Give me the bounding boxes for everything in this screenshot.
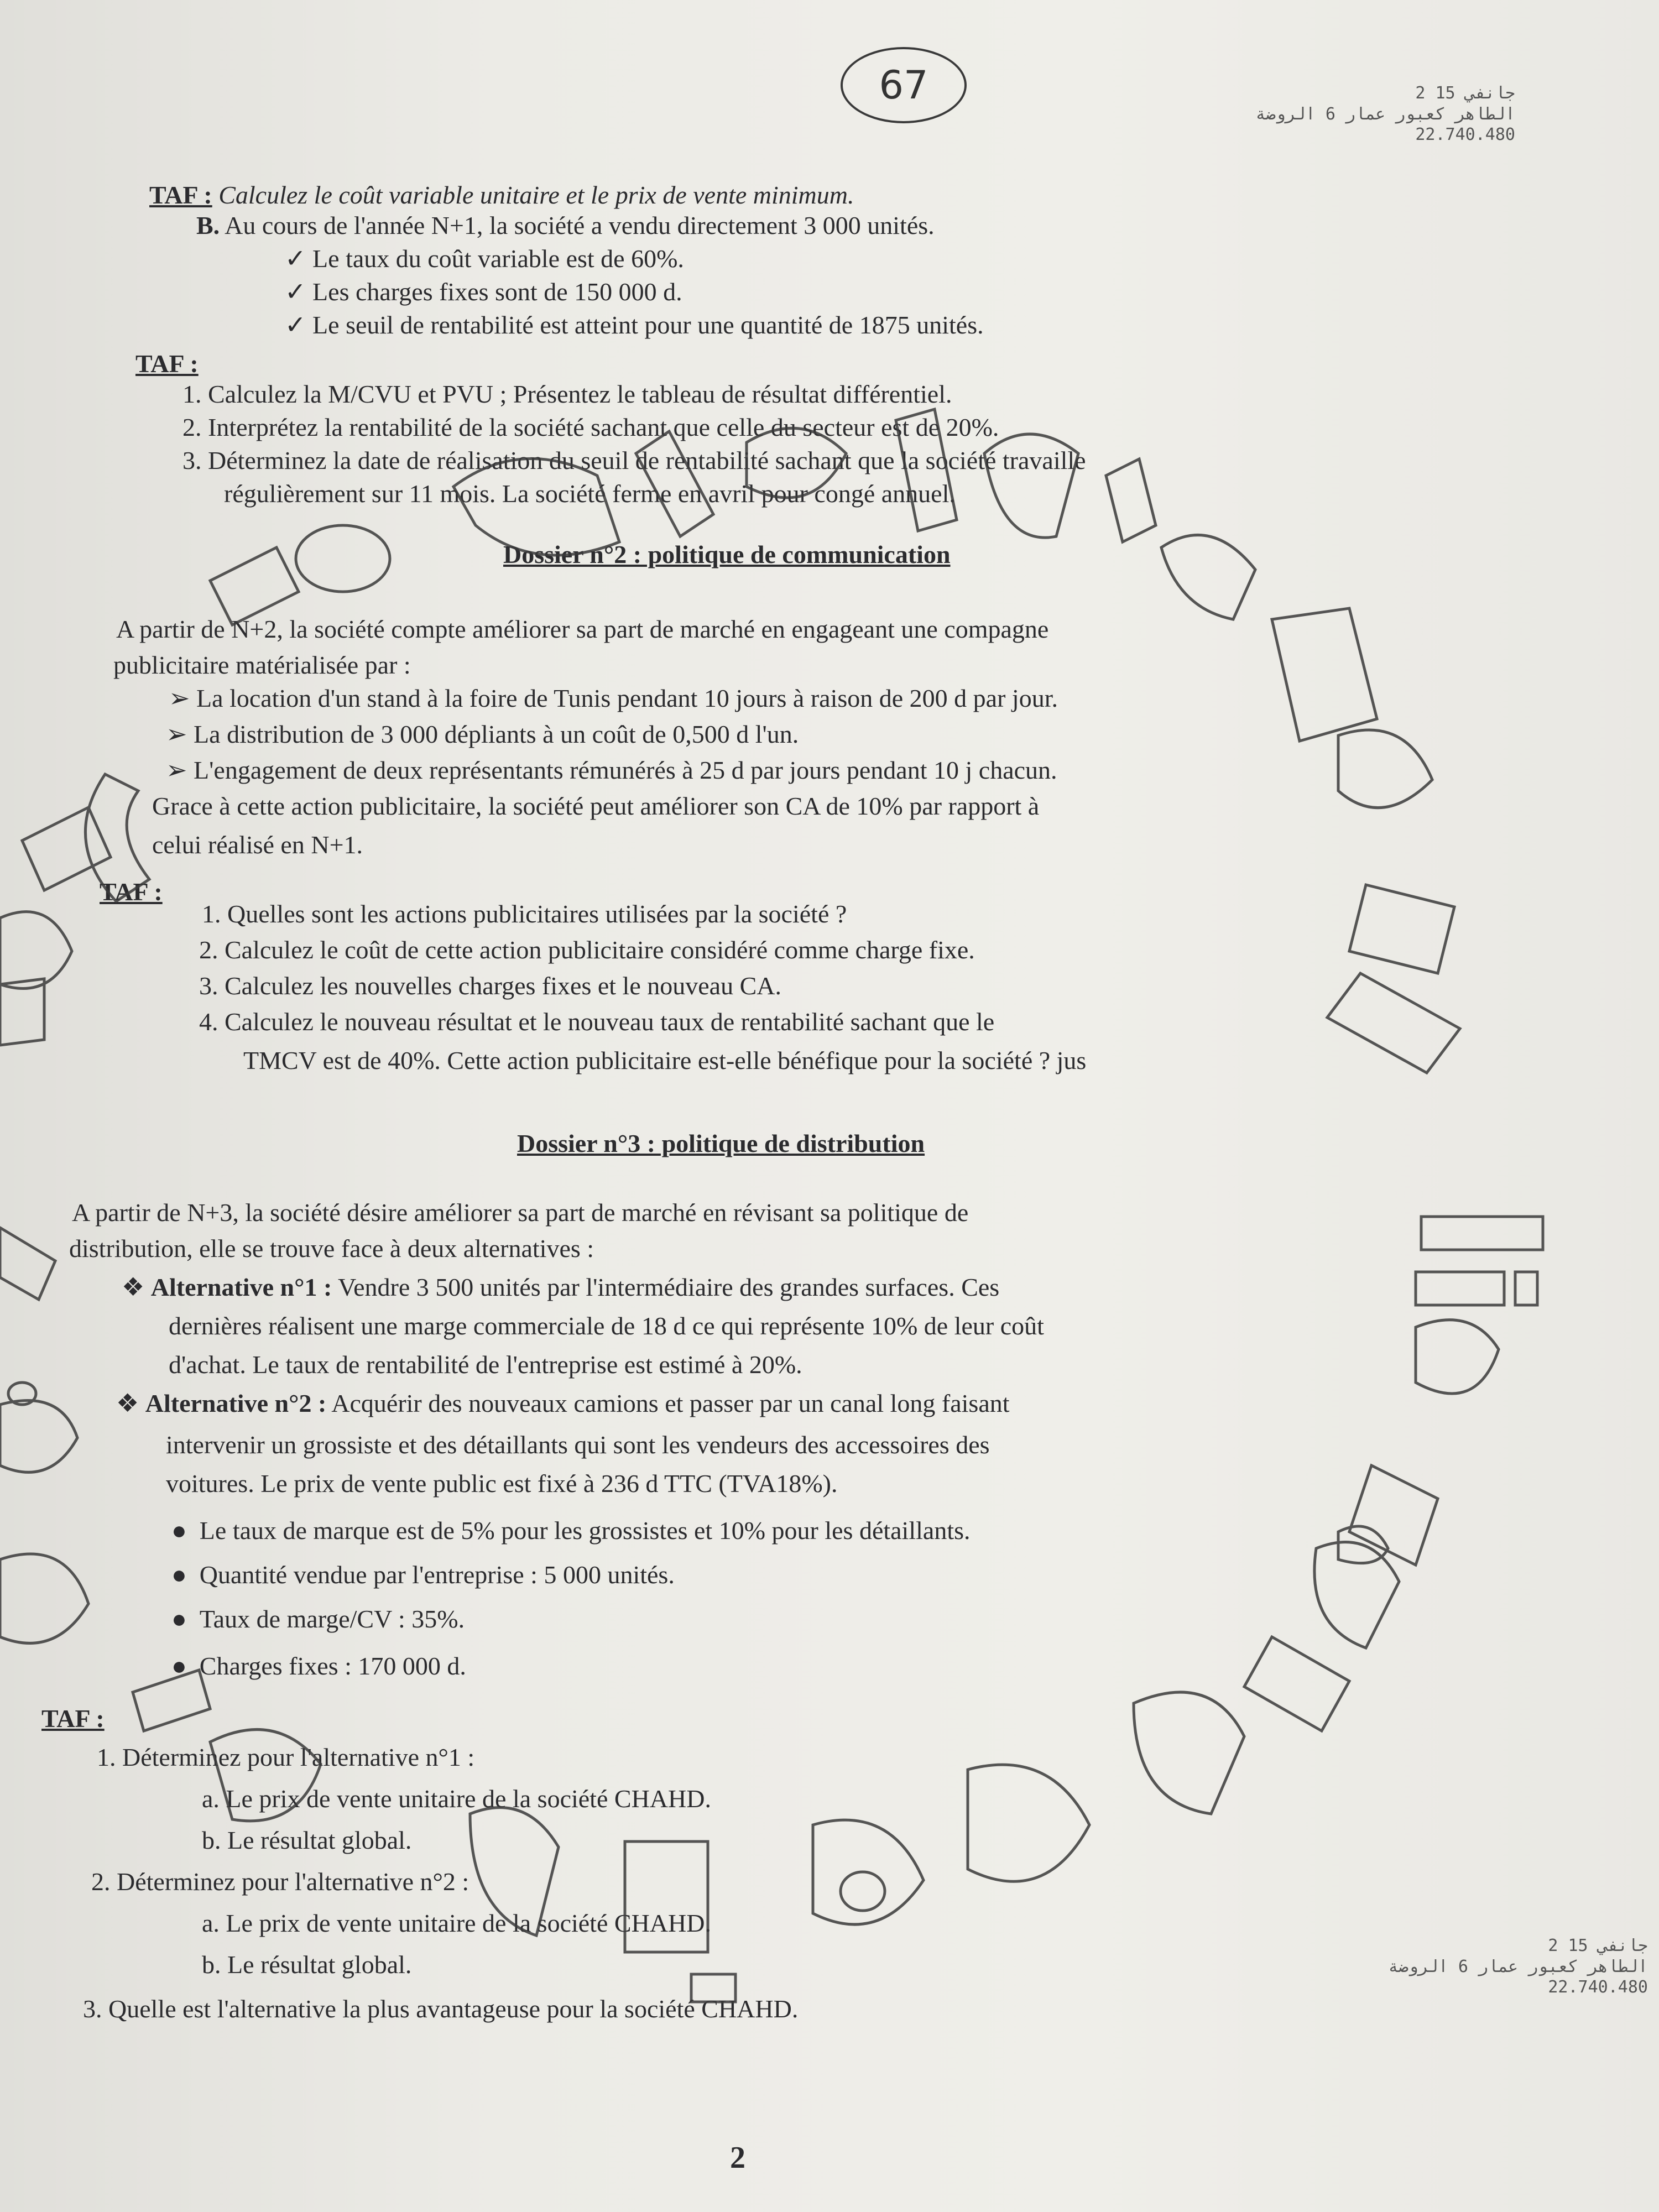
bullet-icon: ● xyxy=(171,1652,187,1680)
watermark-stroke xyxy=(1421,1217,1543,1250)
alternative-2-cont: intervenir un grossiste et des détaillants qui sont les vendeurs des accessoires des xyxy=(166,1431,990,1459)
dossier3-question: 3. Quelle est l'alternative la plus avantageuse pour la société CHAHD. xyxy=(83,1995,799,2023)
dossier2-question-cont: TMCV est de 40%. Cette action publicitaire est-elle bénéfique pour la société ? jus xyxy=(243,1046,1087,1074)
watermark-stroke xyxy=(1327,973,1460,1073)
watermark-stroke xyxy=(841,1872,885,1911)
dossier2-after: Grace à cette action publicitaire, la société peut améliorer son CA de 10% par rapport à xyxy=(152,792,1040,820)
alt2-item: ● Charges fixes : 170 000 d. xyxy=(171,1652,466,1680)
watermark-stroke xyxy=(0,1228,55,1300)
watermark-stroke xyxy=(1134,1692,1244,1814)
dossier2-question: 2. Calculez le coût de cette action publicitaire considéré comme charge fixe. xyxy=(199,936,975,964)
watermark-stroke xyxy=(968,1765,1089,1881)
bullet-icon: ● xyxy=(171,1516,187,1545)
partb-intro: B. Au cours de l'année N+1, la société a vendu directement 3 000 unités. xyxy=(196,211,935,239)
dossier2-question: 1. Quelles sont les actions publicitaires utilisées par la société ? xyxy=(202,900,847,928)
watermark-stroke xyxy=(210,547,299,625)
alternative-2: ❖ Alternative n°2 : Acquérir des nouveaux camions et passer par un canal long faisant xyxy=(116,1389,1010,1417)
watermark-stroke xyxy=(296,525,390,592)
alt2-item: ● Quantité vendue par l'entreprise : 5 000 unités. xyxy=(171,1561,675,1589)
alternative-1-cont: d'achat. Le taux de rentabilité de l'entreprise est estimé à 20%. xyxy=(169,1350,802,1379)
watermark-stroke xyxy=(0,912,72,989)
dossier3-title: Dossier n°3 : politique de distribution xyxy=(517,1129,925,1157)
parta-taf: TAF : Calculez le coût variable unitaire et le prix de vente minimum. xyxy=(149,181,854,209)
watermark-stroke xyxy=(1349,885,1454,973)
dossier2-item: ➢ La distribution de 3 000 dépliants à un coût de 0,500 d l'un. xyxy=(166,720,799,748)
alt2-item: ● Taux de marge/CV : 35%. xyxy=(171,1605,465,1633)
dossier2-intro: publicitaire matérialisée par : xyxy=(113,651,411,679)
watermark-stroke xyxy=(1161,535,1255,620)
dossier3-question: 1. Déterminez pour l'alternative n°1 : xyxy=(97,1743,475,1771)
watermark-stroke xyxy=(0,979,44,1045)
partb-item: ✓ Les charges fixes sont de 150 000 d. xyxy=(285,278,682,306)
bullet-icon: ● xyxy=(171,1605,187,1633)
alt2-item: ● Le taux de marque est de 5% pour les grossistes et 10% pour les détaillants. xyxy=(171,1516,971,1545)
dossier3-subquestion: b. Le résultat global. xyxy=(202,1950,412,1979)
partb-question-cont: régulièrement sur 11 mois. La société ferme en avril pour congé annuel. xyxy=(224,479,956,508)
arabic-stamp-bottom: 2 جانفي 15 الطاهر كعبور عمار 6 الروضة 22.740.480 xyxy=(1388,1936,1648,1997)
dossier2-item: ➢ L'engagement de deux représentants rémunérés à 25 d par jours pendant 10 j chacun. xyxy=(166,756,1057,784)
dossier2-item: ➢ La location d'un stand à la foire de Tunis pendant 10 jours à raison de 200 d par jour. xyxy=(169,684,1058,712)
watermark-stroke xyxy=(1338,730,1432,808)
watermark-stroke xyxy=(1314,1542,1399,1648)
watermark-stroke xyxy=(0,1401,77,1473)
partb-taf-label: TAF : xyxy=(135,349,199,378)
page-number: 2 xyxy=(730,2141,745,2175)
bullet-icon: ● xyxy=(171,1561,187,1589)
watermark-stroke xyxy=(0,1554,88,1643)
watermark-stroke xyxy=(1416,1272,1504,1305)
handwritten-page-number: 67 xyxy=(841,47,967,123)
diamond-bullet-icon: ❖ xyxy=(122,1273,145,1301)
dossier3-subquestion: b. Le résultat global. xyxy=(202,1826,412,1854)
watermark-stroke xyxy=(8,1383,36,1405)
partb-question: 2. Interprétez la rentabilité de la société sachant que celle du secteur est de 20%. xyxy=(182,413,999,441)
watermark-stroke xyxy=(1416,1320,1499,1394)
dossier2-title: Dossier n°2 : politique de communication xyxy=(503,540,951,568)
partb-question: 1. Calculez la M/CVU et PVU ; Présentez le tableau de résultat différentiel. xyxy=(182,380,952,408)
watermark-stroke xyxy=(22,807,111,890)
watermark-stroke xyxy=(1338,1526,1388,1563)
alternative-1: ❖ Alternative n°1 : Vendre 3 500 unités par l'intermédiaire des grandes surfaces. Ces xyxy=(122,1273,1000,1301)
dossier3-subquestion: a. Le prix de vente unitaire de la société CHAHD. xyxy=(202,1909,711,1937)
watermark-stroke xyxy=(1106,459,1156,542)
alternative-1-cont: dernières réalisent une marge commerciale de 18 d ce qui représente 10% de leur coût xyxy=(169,1312,1044,1340)
dossier2-taf-label: TAF : xyxy=(100,878,163,906)
dossier3-intro: A partir de N+3, la société désire améliorer sa part de marché en révisant sa politique de xyxy=(72,1198,969,1227)
dossier3-question: 2. Déterminez pour l'alternative n°2 : xyxy=(91,1867,469,1896)
watermark-stroke xyxy=(813,1820,924,1924)
dossier3-subquestion: a. Le prix de vente unitaire de la société CHAHD. xyxy=(202,1785,711,1813)
dossier2-question: 4. Calculez le nouveau résultat et le nouveau taux de rentabilité sachant que le xyxy=(199,1008,995,1036)
partb-item: ✓ Le seuil de rentabilité est atteint pour une quantité de 1875 unités. xyxy=(285,311,984,339)
diamond-bullet-icon: ❖ xyxy=(116,1389,139,1417)
dossier3-taf-label: TAF : xyxy=(41,1704,105,1733)
dossier2-question: 3. Calculez les nouvelles charges fixes et le nouveau CA. xyxy=(199,972,781,1000)
watermark-stroke xyxy=(1349,1465,1438,1565)
dossier2-after: celui réalisé en N+1. xyxy=(152,831,363,859)
dossier3-intro: distribution, elle se trouve face à deux alternatives : xyxy=(69,1234,594,1262)
alternative-2-cont: voitures. Le prix de vente public est fixé à 236 d TTC (TVA18%). xyxy=(166,1469,838,1498)
watermark-stroke xyxy=(1272,608,1377,741)
partb-question: 3. Déterminez la date de réalisation du seuil de rentabilité sachant que la société travaille xyxy=(182,446,1086,474)
dossier2-intro: A partir de N+2, la société compte améliorer sa part de marché en engageant une compagne xyxy=(116,615,1049,643)
arabic-stamp-top: 2 جانفي 15 الطاهر كعبور عمار 6 الروضة 22.740.480 xyxy=(1255,84,1515,144)
partb-item: ✓ Le taux du coût variable est de 60%. xyxy=(285,244,684,273)
watermark-stroke xyxy=(1515,1272,1537,1305)
watermark-stroke xyxy=(1244,1637,1349,1731)
